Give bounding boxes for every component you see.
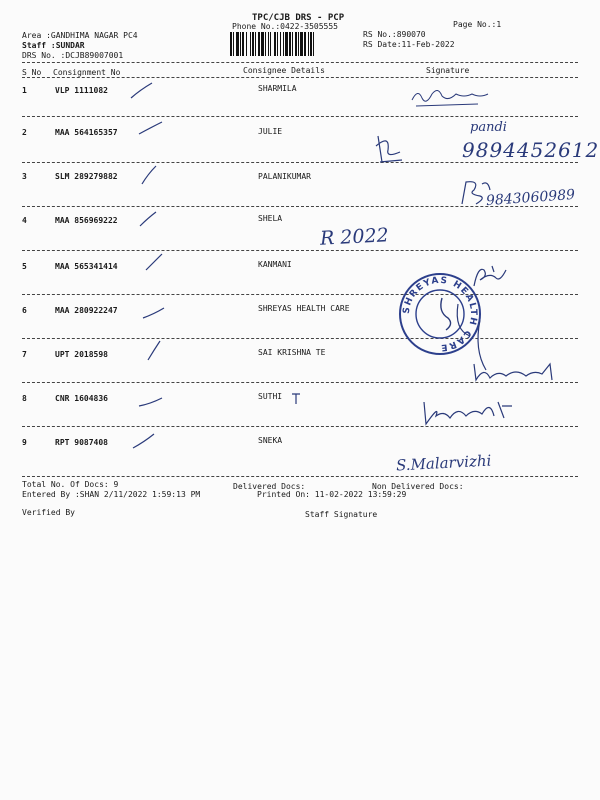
area-field: Area :GANDHIMA NAGAR PC4 bbox=[22, 31, 138, 40]
row-consignee: SHREYAS HEALTH CARE bbox=[258, 304, 350, 313]
handwritten-name: pandi bbox=[470, 120, 507, 135]
staff-field: Staff :SUNDAR bbox=[22, 41, 85, 50]
row-consignment: SLM 289279882 bbox=[55, 172, 118, 181]
tick-mark bbox=[142, 250, 168, 274]
row-sno: 4 bbox=[22, 216, 27, 225]
row-sno: 3 bbox=[22, 172, 27, 181]
col-consignment: Consignment No bbox=[53, 68, 121, 77]
col-consignee: Consignee Details bbox=[243, 66, 325, 75]
tick-mark bbox=[136, 394, 166, 410]
row-sno: 6 bbox=[22, 306, 27, 315]
row-consignment: RPT 9087408 bbox=[55, 438, 108, 447]
row-consignee: JULIE bbox=[258, 127, 283, 136]
divider bbox=[22, 62, 578, 63]
rs-number: RS No.:890070 bbox=[363, 30, 426, 39]
row-sno: 8 bbox=[22, 394, 27, 403]
col-sno: S No bbox=[22, 68, 42, 77]
row-divider bbox=[22, 250, 578, 251]
row-consignee: SNEKA bbox=[258, 436, 283, 445]
signature-row-2 bbox=[372, 132, 406, 172]
signature-row-8-mark bbox=[290, 392, 304, 406]
row-divider bbox=[22, 162, 578, 163]
page-number: Page No.:1 bbox=[453, 20, 502, 29]
barcode bbox=[230, 32, 358, 56]
phone-number: Phone No.:0422-3505555 bbox=[232, 22, 338, 31]
rs-date: RS Date:11-Feb-2022 bbox=[363, 40, 455, 49]
tick-mark bbox=[136, 208, 162, 230]
row-consignment: MAA 565341414 bbox=[55, 262, 118, 271]
row-sno: 7 bbox=[22, 350, 27, 359]
row-consignee: KANMANI bbox=[258, 260, 292, 269]
tick-mark bbox=[138, 164, 164, 188]
handwritten-phone: 9843060989 bbox=[485, 186, 576, 210]
tick-mark bbox=[140, 302, 170, 322]
signature-row-9: S.Malarvizhi bbox=[395, 451, 492, 475]
tick-mark bbox=[130, 432, 160, 452]
signature-row-8 bbox=[418, 398, 518, 430]
drs-number: DRS No. :DCJB89007001 bbox=[22, 51, 124, 60]
row-divider bbox=[22, 116, 578, 117]
entered-by: Entered By :SHAN 2/11/2022 1:59:13 PM bbox=[22, 490, 201, 499]
row-divider bbox=[22, 294, 578, 295]
row-sno: 9 bbox=[22, 438, 27, 447]
row-consignee: SAI KRISHNA TE bbox=[258, 348, 326, 357]
tick-mark bbox=[128, 80, 158, 102]
row-consignee: PALANIKUMAR bbox=[258, 172, 311, 181]
verified-by: Verified By bbox=[22, 508, 75, 517]
row-consignment: CNR 1604836 bbox=[55, 394, 108, 403]
stamp-text: SHREYAS HEALTH CARE bbox=[401, 275, 479, 353]
divider bbox=[22, 77, 578, 78]
total-docs: Total No. Of Docs: 9 bbox=[22, 480, 119, 489]
non-delivered-docs: Non Delivered Docs: bbox=[372, 482, 464, 491]
row-consignee: SUTHI bbox=[258, 392, 283, 401]
tick-mark bbox=[136, 118, 166, 140]
divider bbox=[22, 476, 578, 477]
signature-row-1 bbox=[408, 84, 498, 110]
row-consignee: SHELA bbox=[258, 214, 283, 223]
delivered-docs: Delivered Docs: bbox=[233, 482, 306, 491]
tick-mark bbox=[144, 338, 166, 364]
col-signature: Signature bbox=[426, 66, 470, 75]
row-consignment: UPT 2018598 bbox=[55, 350, 108, 359]
printed-on: Printed On: 11-02-2022 13:59:29 bbox=[257, 490, 407, 499]
handwritten-phone: 9894452612 bbox=[462, 138, 600, 162]
row-consignment: VLP 1111082 bbox=[55, 86, 108, 95]
row-sno: 1 bbox=[22, 86, 27, 95]
row-consignment: MAA 280922247 bbox=[55, 306, 118, 315]
row-sno: 5 bbox=[22, 262, 27, 271]
row-sno: 2 bbox=[22, 128, 27, 137]
row-consignee: SHARMILA bbox=[258, 84, 297, 93]
row-consignment: MAA 856969222 bbox=[55, 216, 118, 225]
document-title: TPC/CJB DRS - PCP bbox=[252, 13, 345, 23]
handwritten-note: R 2022 bbox=[319, 224, 390, 250]
staff-signature: Staff Signature bbox=[305, 510, 378, 519]
row-consignment: MAA 564165357 bbox=[55, 128, 118, 137]
signature-row-7 bbox=[470, 360, 560, 386]
